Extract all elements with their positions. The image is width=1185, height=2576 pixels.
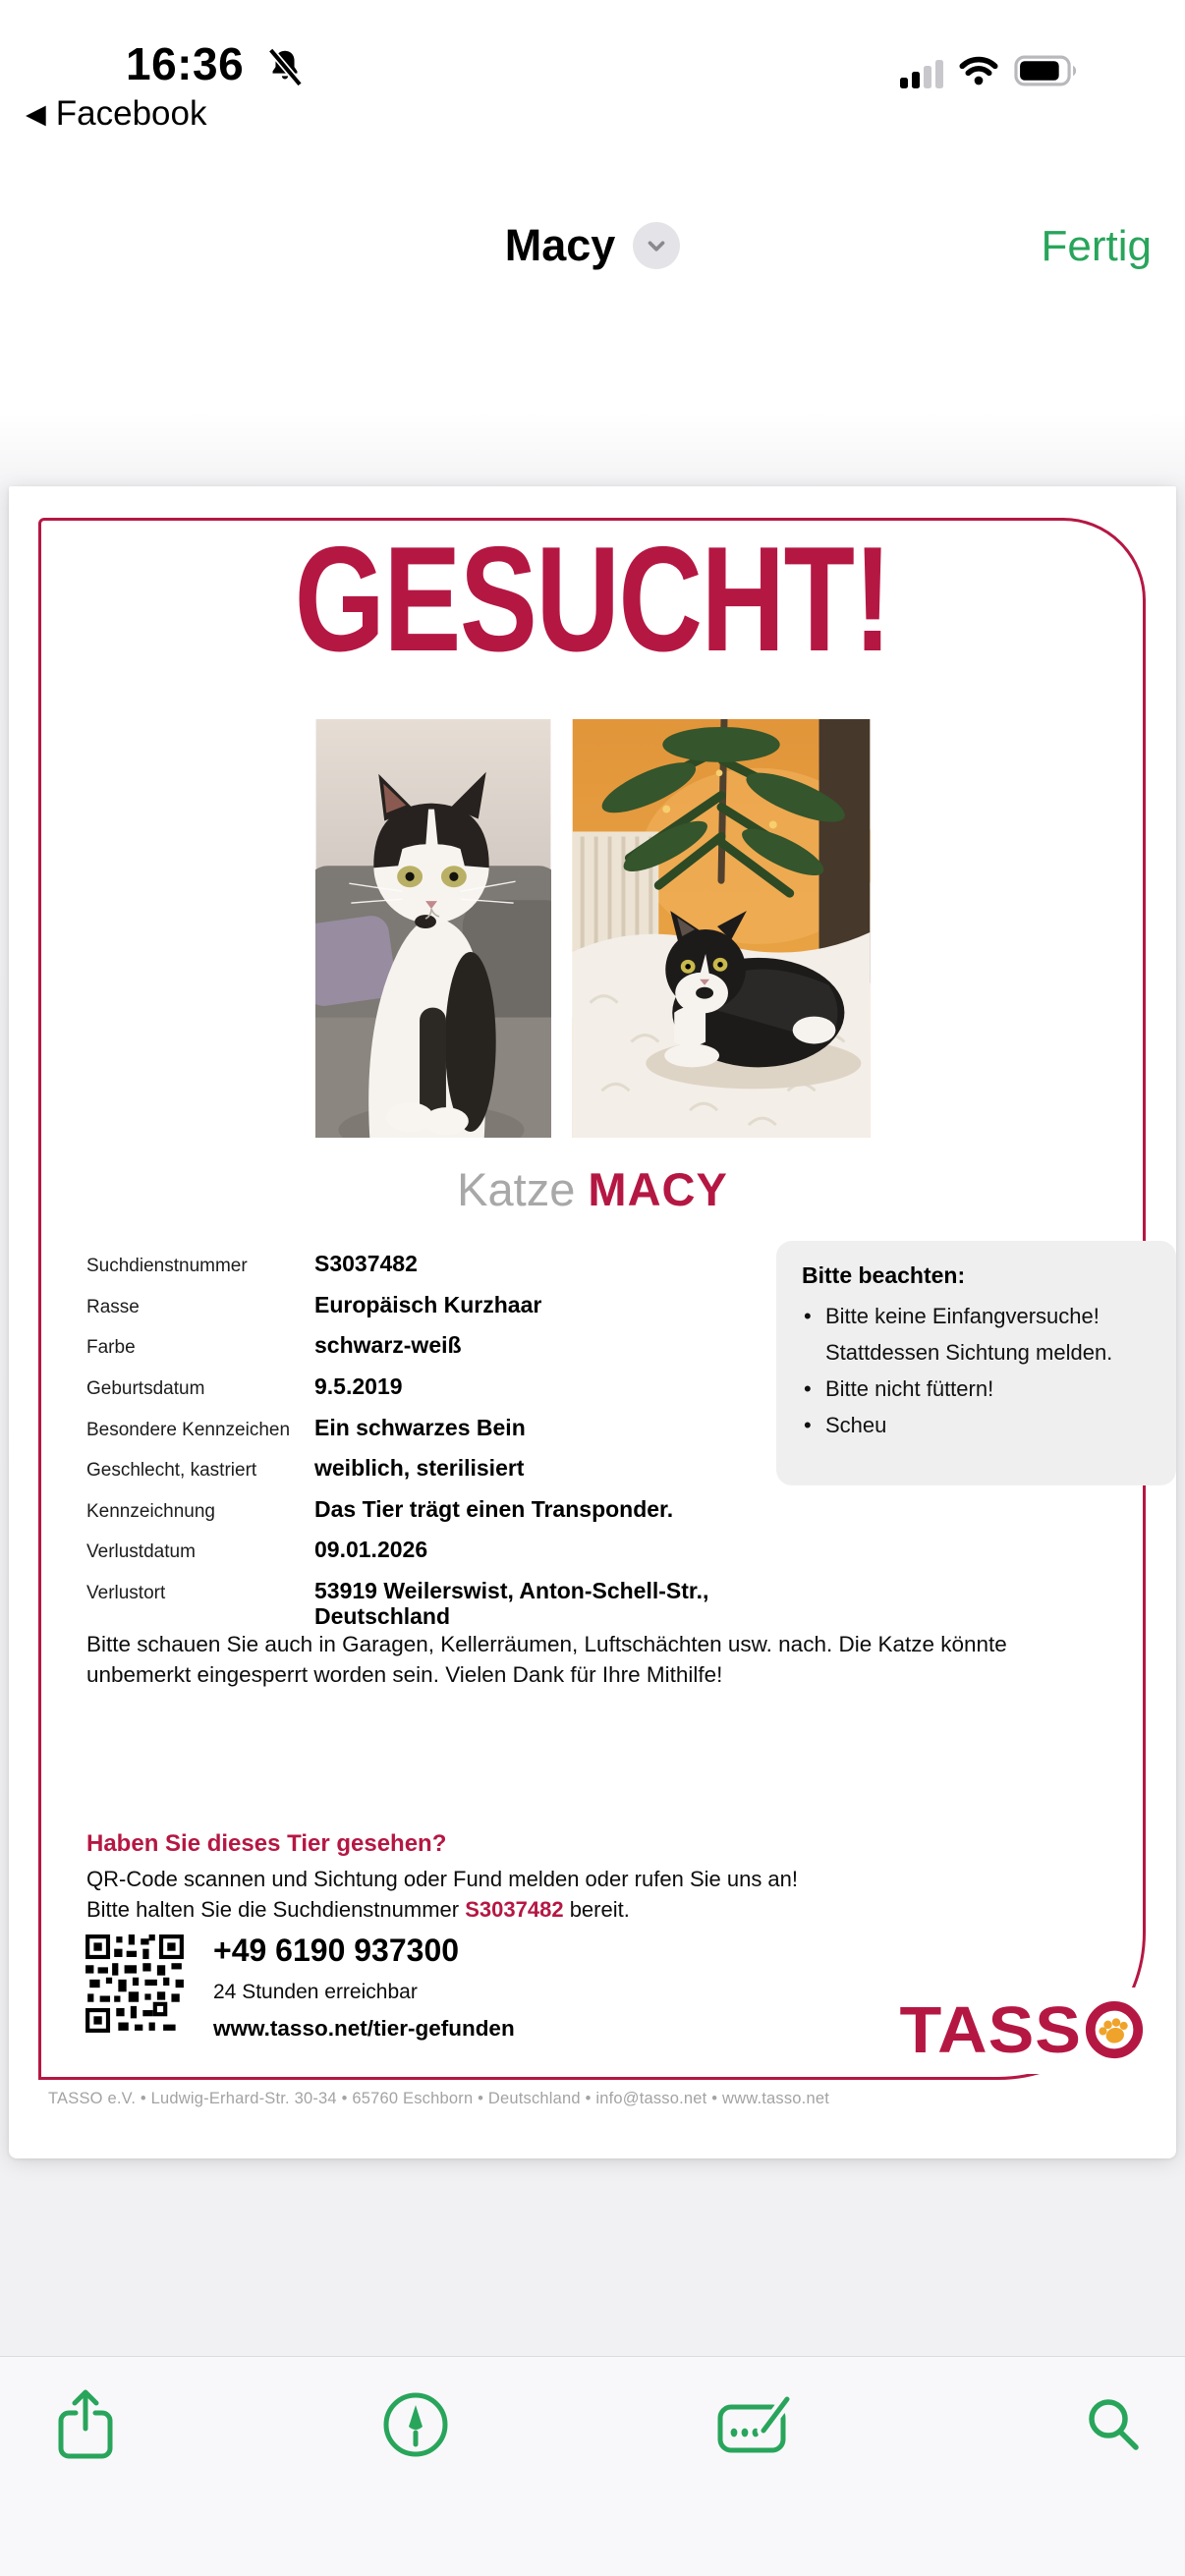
detail-label: Farbe <box>86 1337 136 1359</box>
detail-value: S3037482 <box>314 1251 418 1276</box>
chevron-down-icon[interactable] <box>633 222 680 269</box>
detail-label: Geschlecht, kastriert <box>86 1460 257 1482</box>
search-icon[interactable] <box>1069 2380 1157 2469</box>
table-row <box>86 1496 774 1525</box>
status-bar <box>0 0 1185 147</box>
share-icon[interactable] <box>41 2380 130 2469</box>
search-service-number: S3037482 <box>465 1897 564 1923</box>
detail-value: schwarz-weiß <box>314 1332 462 1359</box>
sighting-question: Haben Sie dieses Tier gesehen? <box>86 1830 447 1857</box>
table-row <box>86 1537 774 1565</box>
pet-photos <box>9 719 1176 1138</box>
markup-icon[interactable] <box>371 2380 460 2469</box>
nav-bar <box>0 206 1185 285</box>
table-row <box>86 1332 774 1361</box>
detail-value: 53919 Weilerswist, Anton-Schell-Str., Deutschland <box>314 1578 709 1630</box>
detail-label: Verlustort <box>86 1583 166 1604</box>
pet-name: MACY <box>588 1163 728 1215</box>
bell-slash-icon <box>263 45 307 90</box>
report-url: www.tasso.net/tier-gefunden <box>213 2016 515 2041</box>
signature-icon[interactable] <box>713 2380 802 2469</box>
tasso-logo <box>882 1988 1152 2074</box>
sighting-section <box>86 1830 971 1925</box>
detail-value: Ein schwarzes Bein <box>314 1414 526 1440</box>
battery-icon <box>1014 55 1079 91</box>
back-app-label: Facebook <box>55 94 207 133</box>
notice-title: Bitte beachten: <box>802 1262 966 1288</box>
pet-subtitle <box>9 1162 1176 1216</box>
wifi-icon <box>959 56 998 90</box>
table-row <box>86 1292 774 1320</box>
species-label: Katze <box>457 1163 576 1215</box>
detail-label: Rasse <box>86 1296 140 1317</box>
poster-page <box>9 486 1176 2158</box>
poster-headline: GESUCHT! <box>294 516 891 683</box>
detail-value: Europäisch Kurzhaar <box>314 1291 542 1317</box>
detail-value: 09.01.2026 <box>314 1537 428 1563</box>
detail-label: Geburtsdatum <box>86 1377 205 1399</box>
detail-value: Das Tier trägt einen Transponder. <box>314 1495 674 1522</box>
detail-value: weiblich, sterilisiert <box>314 1455 525 1482</box>
cat-portrait-photo <box>315 719 551 1138</box>
table-row <box>86 1251 774 1279</box>
notice-item: • Bitte nicht füttern! <box>802 1372 1153 1408</box>
cat-under-christmas-tree-photo <box>572 719 871 1138</box>
back-triangle-icon: ◀ <box>26 98 46 129</box>
detail-label: Verlustdatum <box>86 1541 196 1563</box>
detail-label: Suchdienstnummer <box>86 1256 248 1276</box>
bottom-toolbar <box>0 2356 1185 2576</box>
tasso-logo-text: TASS <box>899 1992 1082 2067</box>
pet-details-table <box>86 1251 774 1643</box>
done-button[interactable]: Fertig <box>1040 218 1154 275</box>
detail-label: Kennzeichnung <box>86 1500 215 1522</box>
notice-item: • Scheu <box>802 1408 1153 1444</box>
notice-box <box>776 1241 1176 1485</box>
back-to-app-breadcrumb[interactable] <box>26 94 206 134</box>
table-row <box>86 1415 774 1443</box>
detail-value: 9.5.2019 <box>314 1372 403 1399</box>
hotline-availability: 24 Stunden erreichbar <box>213 1981 418 2003</box>
table-row <box>86 1373 774 1402</box>
detail-label: Besondere Kennzeichen <box>86 1419 291 1440</box>
table-row <box>86 1455 774 1484</box>
sighting-instruction: QR-Code scannen und Sichtung oder Fund melden oder rufen Sie uns an! <box>86 1867 799 1891</box>
contact-section <box>84 1932 515 2041</box>
search-hint-text: Bitte schauen Sie auch in Garagen, Kellerräumen, Luftschächten usw. nach. Die Katze könnte unbemerkt eingesperrt worden sein. Vielen Dank für Ihre Mithilfe! <box>86 1631 1007 1688</box>
notice-item: • Bitte keine Einfangversuche! Stattdessen Sichtung melden. <box>802 1299 1153 1372</box>
hotline-phone-number: +49 6190 937300 <box>213 1932 460 1968</box>
document-title[interactable]: Macy <box>504 220 616 270</box>
cellular-signal-icon <box>900 59 943 88</box>
sighting-number-line <box>86 1894 971 1925</box>
clock: 16:36 <box>126 38 245 89</box>
poster-footer: TASSO e.V. • Ludwig-Erhard-Str. 30-34 • 65760 Eschborn • Deutschland • info@tasso.net • www.tasso.net <box>48 2090 829 2107</box>
tasso-paw-icon <box>1084 1999 1145 2060</box>
number-line-prefix: Bitte halten Sie die Suchdienstnummer <box>86 1897 460 1923</box>
number-line-suffix: bereit. <box>569 1897 630 1923</box>
qr-code <box>84 1932 186 2035</box>
table-row <box>86 1578 774 1629</box>
